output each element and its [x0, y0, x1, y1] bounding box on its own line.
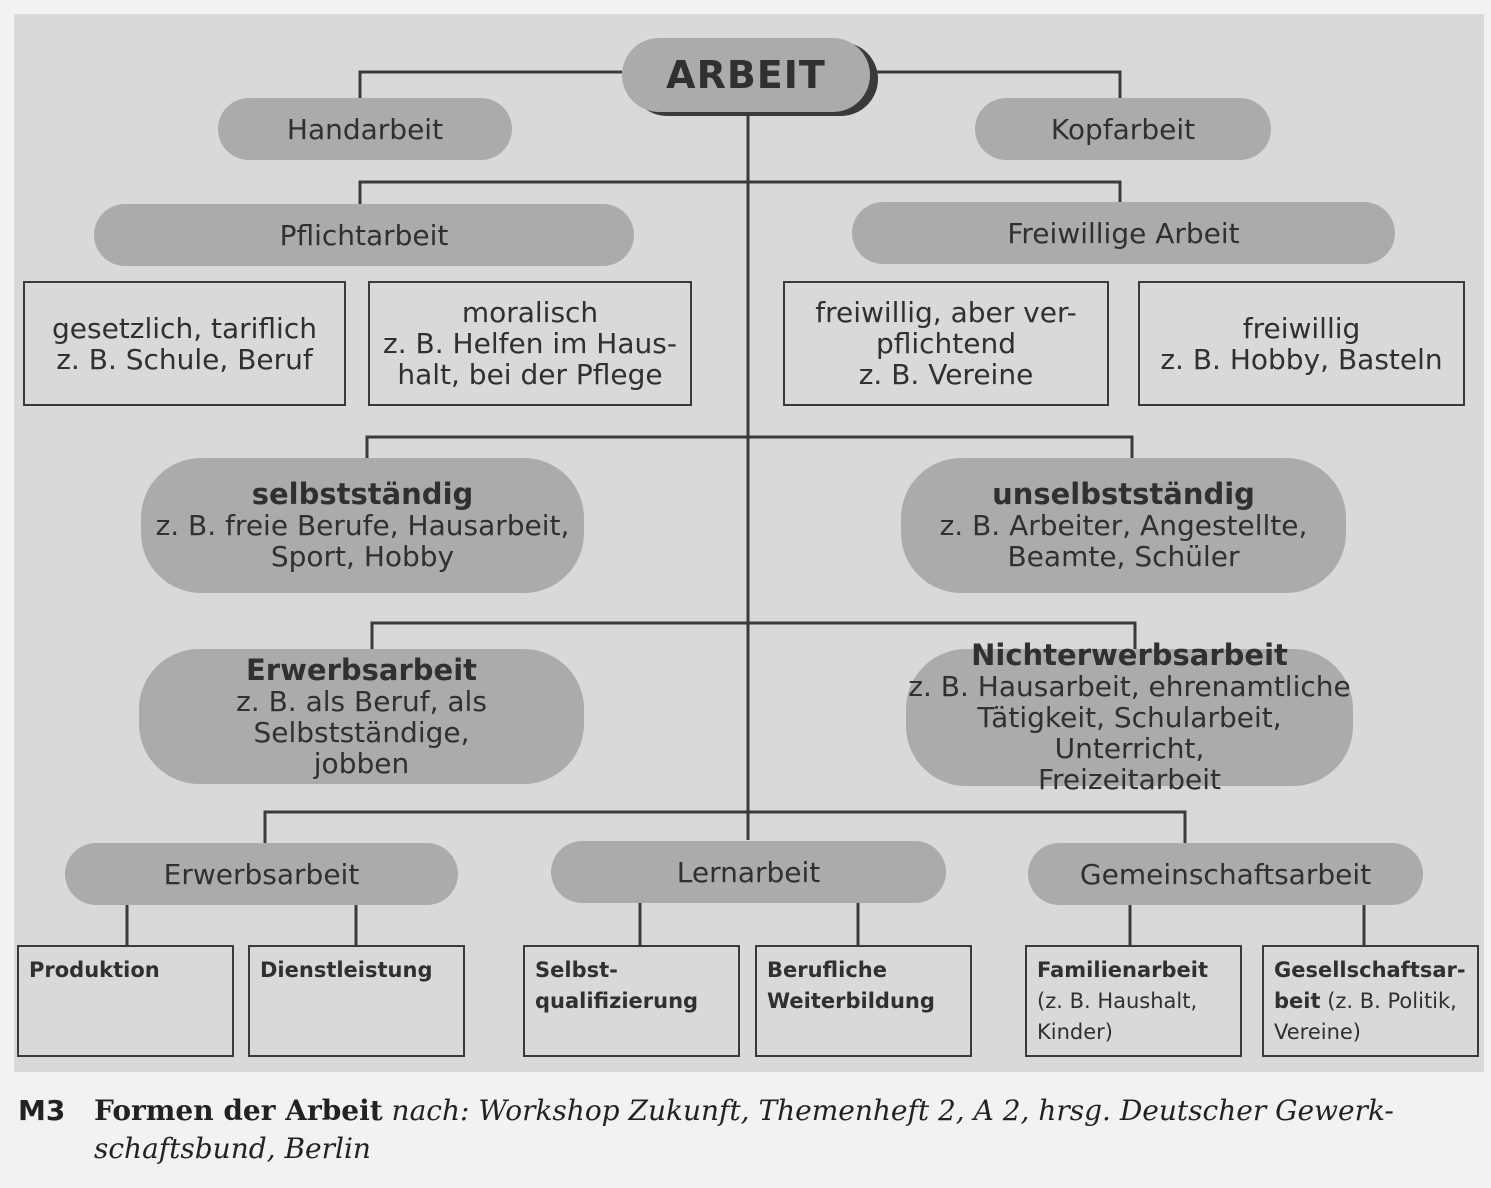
leaf-produktion — [17, 945, 234, 1057]
node-line: z. B. als Beruf, als Selbstständige, — [236, 684, 487, 749]
leaf-detail: (z. B. Politik, Vereine) — [1274, 989, 1457, 1044]
box-line: z. B. Hobby, Basteln — [1160, 342, 1443, 376]
leaf-detail: (z. B. Haushalt, Kinder) — [1037, 989, 1198, 1044]
node-title: Nichterwerbsarbeit — [971, 638, 1288, 672]
node-line: jobben — [313, 746, 410, 780]
leaf-title: Familienarbeit — [1037, 958, 1208, 982]
box-line: freiwillig — [1242, 311, 1361, 345]
caption-source: nach: Workshop Zukunft, Themenheft 2, A 2, hrsg. Deutscher Gewerk- — [382, 1094, 1394, 1127]
leaf-title: Dienstleistung — [260, 958, 433, 982]
leaf-title: Berufliche Weiterbildung — [767, 958, 935, 1013]
box-line: moralisch — [461, 296, 599, 329]
leaf-dienstleistung — [248, 945, 465, 1057]
leaf-gesellschaftsarbeit — [1262, 945, 1479, 1057]
node-gemeinschaftsarbeit: Gemeinschaftsarbeit — [1028, 843, 1423, 905]
box-line: z. B. Helfen im Haus- — [383, 327, 677, 360]
node-line: Sport, Hobby — [270, 540, 455, 573]
example-box-gesetzlich — [23, 281, 346, 406]
caption-label: M3 — [18, 1094, 66, 1127]
example-box-moralisch — [368, 281, 692, 406]
node-lernarbeit: Lernarbeit — [551, 841, 946, 903]
caption-source-line2: schaftsbund, Berlin — [94, 1132, 371, 1165]
root-node-arbeit: ARBEIT — [622, 38, 870, 112]
node-line: Beamte, Schüler — [1007, 540, 1240, 573]
leaf-title: Produktion — [29, 958, 160, 982]
box-line: z. B. Vereine — [858, 358, 1034, 391]
leaf-selbstqualifizierung — [523, 945, 740, 1057]
leaf-title: Gesellschaftsar- beit — [1274, 958, 1466, 1013]
figure-caption — [18, 1092, 1458, 1168]
node-line: Tätigkeit, Schularbeit, Unterricht, — [977, 701, 1282, 765]
node-erwerbsarbeit: Erwerbsarbeit — [65, 843, 458, 905]
box-line: halt, bei der Pflege — [397, 358, 663, 391]
node-line: z. B. Hausarbeit, ehrenamtliche — [908, 670, 1351, 703]
node-title: Erwerbsarbeit — [246, 652, 477, 687]
caption-title: Formen der Arbeit — [94, 1094, 383, 1127]
node-line: z. B. Arbeiter, Angestellte, — [939, 509, 1308, 542]
example-box-freiwillig — [1138, 281, 1465, 406]
node-handarbeit: Handarbeit — [218, 98, 512, 160]
box-line: z. B. Schule, Beruf — [56, 342, 313, 376]
leaf-berufliche-weiterbildung — [755, 945, 972, 1057]
node-title: unselbstständig — [992, 477, 1255, 511]
box-line: pflichtend — [875, 327, 1017, 360]
example-box-freiwillig-verpflichtend — [783, 281, 1109, 406]
leaf-title: Selbst- qualifizierung — [535, 958, 699, 1013]
leaf-familienarbeit — [1025, 945, 1242, 1057]
node-erwerbsarbeit-main — [139, 649, 584, 784]
node-line: Freizeitarbeit — [1037, 763, 1222, 796]
node-unselbststaendig — [901, 458, 1346, 593]
node-selbststaendig — [141, 458, 584, 593]
box-line: freiwillig, aber ver- — [815, 296, 1077, 329]
node-kopfarbeit: Kopfarbeit — [975, 98, 1271, 160]
node-nichterwerbsarbeit — [906, 638, 1353, 796]
node-pflichtarbeit: Pflichtarbeit — [94, 204, 634, 266]
box-line: gesetzlich, tariflich — [52, 311, 317, 345]
node-freiwillige-arbeit: Freiwillige Arbeit — [852, 202, 1395, 264]
node-title: selbstständig — [251, 477, 474, 511]
node-line: z. B. freie Berufe, Hausarbeit, — [155, 509, 570, 542]
